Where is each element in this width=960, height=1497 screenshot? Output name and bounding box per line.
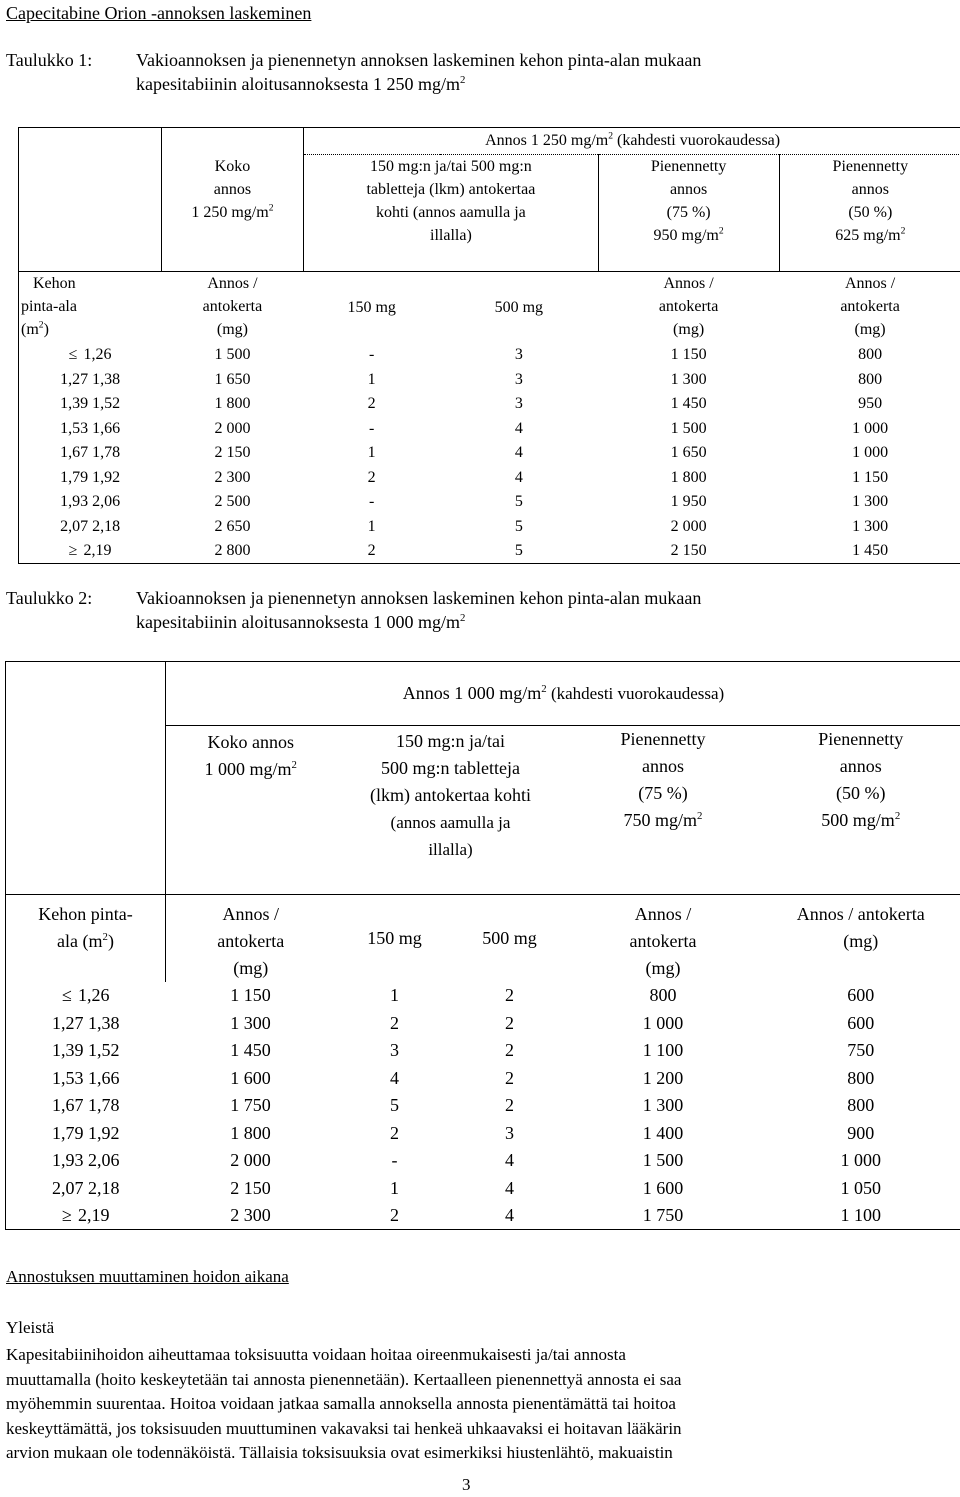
tablets-150-cell: 2	[367, 395, 376, 413]
bsa-cell: 1,79 1,92	[19, 465, 162, 490]
tablets-500-cell: 4	[505, 1177, 514, 1198]
page-title: Capecitabine Orion -annoksen laskeminen	[6, 3, 312, 23]
tablets-150-cell: -	[369, 419, 375, 437]
tablets-500-cell: 4	[514, 468, 523, 486]
dose-50-cell: 1 050	[761, 1175, 960, 1203]
dose-50-cell: 1 000	[779, 416, 960, 441]
comparison-symbol: ≥	[62, 1205, 72, 1225]
subheading: Yleistä	[6, 1318, 55, 1337]
table2-header-tablets: 150 mg:n ja/tai 500 mg:n tabletteja (lkm) antokertaa kohti (annos aamulla ja illalla)	[336, 726, 566, 895]
dose-75-cell: 1 000	[642, 1012, 684, 1033]
bsa-cell: 1,79 1,92	[6, 1120, 166, 1148]
tablets-150-cell: -	[369, 493, 375, 511]
bsa-cell: 1,93 2,06	[6, 1147, 166, 1175]
paragraph-line: myöhemmin suurentaa. Hoitoa voidaan jatkaa samalla annoksella annosta pienentämättä tai hoitoa	[6, 1394, 676, 1413]
tablets-500-cell: 2	[505, 1095, 514, 1116]
paragraph-line: arvion mukaan ole todennäköistä. Tällaisia toksisuuksia ovat esimerkiksi hiustenlähtö, makuaistin	[6, 1443, 673, 1462]
dose-50-cell: 600	[761, 982, 960, 1010]
table2-group-header: Annos 1 000 $mg/m^2$ (kahdesti vuorokaudessa)	[166, 662, 960, 726]
dose-cell: 1 500	[214, 346, 251, 364]
tablets-500-cell: 2	[505, 1067, 514, 1088]
table-row	[19, 392, 960, 417]
dose-75-cell: 800	[649, 985, 677, 1006]
dose-50-cell: 1 300	[779, 490, 960, 515]
paragraph-line: keskeyttämättä, jos toksisuuden muuttuminen vakavaksi tai henkeä uhkaavaksi ei hoitavan lääkärin	[6, 1418, 682, 1438]
dose-50-cell: 900	[761, 1120, 960, 1148]
dose-cell: 1 450	[230, 1040, 271, 1061]
dose-50-cell: 1 300	[779, 514, 960, 539]
table-row	[6, 1010, 960, 1038]
dose-table-2	[5, 661, 960, 1230]
dose-50-cell: 950	[779, 392, 960, 417]
table2-sub-bsa: Kehon pinta- ala $(m^2)$	[6, 895, 166, 983]
table1-caption-line1: Vakioannoksen ja pienennetyn annoksen laskeminen kehon pinta-alan mukaan	[136, 50, 702, 70]
table1-header-tablets: 150 mg:n ja/tai 500 mg:n tabletteja (lkm) antokertaa kohti (annos aamulla ja illalla)	[304, 155, 598, 248]
table2-sub-150: 150 mg	[336, 895, 454, 983]
table1-label: Taulukko 1:	[6, 50, 93, 70]
dose-cell: 2 650	[214, 517, 251, 535]
table-row	[19, 367, 960, 392]
tablets-150-cell: 2	[304, 539, 440, 564]
tablets-500-cell: 5	[440, 539, 598, 564]
table1-sub-150: 150 mg	[347, 298, 396, 316]
table1-sub-500: 500 mg	[494, 298, 544, 316]
dose-50-cell: 1 000	[761, 1147, 960, 1175]
dose-cell: 1 300	[230, 1012, 271, 1033]
dose-75-cell: 1 650	[670, 444, 707, 462]
table-row	[19, 490, 960, 515]
dose-50-cell: 600	[761, 1010, 960, 1038]
dose-cell: 2 500	[214, 493, 251, 511]
dose-cell: 1 800	[230, 1122, 271, 1143]
table2-header-reduced-75: Pienennetty annos (75 %) 750 $mg/m^2$	[566, 726, 761, 895]
table-row	[6, 982, 960, 1010]
table1-sub-dose-75: Annos / antokerta (mg)	[658, 275, 719, 338]
dose-75-cell: 1 750	[566, 1202, 761, 1230]
dose-50-cell: 1 100	[761, 1202, 960, 1230]
dose-cell: 2 800	[161, 539, 304, 564]
bsa-cell: 1,27 1,38	[19, 367, 162, 392]
dose-75-cell: 2 150	[598, 539, 779, 564]
tablets-500-cell: 5	[514, 517, 523, 535]
dose-50-cell: 1 150	[779, 465, 960, 490]
tablets-150-cell: 1	[367, 517, 376, 535]
comparison-symbol: ≤	[62, 985, 72, 1006]
tablets-500-cell: 4	[505, 1150, 514, 1171]
table1-header-full-dose: Koko annos 1 250 $mg/m^2$	[161, 155, 304, 248]
dose-cell: 1 650	[214, 370, 251, 388]
table1-header-reduced-50: Pienennetty annos (50 %) 625 $mg/m^2$	[779, 155, 960, 248]
tablets-500-cell: 3	[505, 1122, 514, 1143]
tablets-150-cell: 1	[367, 444, 376, 462]
table-row	[19, 343, 960, 368]
bsa-cell: 1,39 1,52	[6, 1037, 166, 1065]
dose-50-cell: 800	[761, 1065, 960, 1093]
bsa-cell: 2,07 2,18	[19, 514, 162, 539]
table-row	[6, 1147, 960, 1175]
dose-50-cell: 800	[779, 343, 960, 368]
table-row	[6, 1120, 960, 1148]
tablets-150-cell: 5	[390, 1095, 399, 1116]
bsa-cell: ≥ 2,19	[6, 1202, 166, 1230]
table-row	[19, 416, 960, 441]
dose-75-cell: 1 300	[670, 370, 707, 388]
dose-cell: 2 150	[214, 444, 251, 462]
tablets-500-cell: 2	[505, 1040, 514, 1061]
comparison-symbol: ≥	[68, 542, 78, 559]
table1-group-header: Annos 1 250 $mg/m^2$ (kahdesti vuorokaudessa)	[304, 128, 960, 155]
dose-75-cell: 1 200	[642, 1067, 684, 1088]
bsa-cell: ≤ 1,26	[6, 982, 166, 1010]
table-row	[19, 514, 960, 539]
table2-sub-dose-50: Annos / antokerta (mg)	[761, 895, 960, 983]
tablets-500-cell: 2	[505, 1012, 514, 1033]
comparison-symbol: ≤	[68, 346, 78, 364]
table-row	[6, 1037, 960, 1065]
bsa-cell: 2,07 2,18	[6, 1175, 166, 1203]
table2-sub-dose-75: Annos / antokerta (mg)	[566, 895, 761, 983]
tablets-150-cell: 2	[336, 1202, 454, 1230]
tablets-150-cell: 1	[390, 985, 399, 1006]
tablets-500-cell: 4	[514, 419, 523, 437]
paragraph-line: muuttamalla (hoito keskeytetään tai annosta pienennetään). Kertaalleen pienennettyä annosta ei saa	[6, 1369, 682, 1389]
dose-75-cell: 1 800	[670, 468, 707, 486]
paragraph-line: Kapesitabiinihoidon aiheuttamaa toksisuutta voidaan hoitaa oireenmukaisesti ja/tai annosta	[6, 1345, 626, 1364]
table-row	[6, 1175, 960, 1203]
table-row	[6, 1065, 960, 1093]
dose-75-cell: 2 000	[670, 517, 707, 535]
tablets-150-cell: -	[391, 1150, 398, 1171]
dose-cell: 1 150	[230, 985, 271, 1006]
table-row	[6, 1202, 960, 1230]
table-row	[19, 441, 960, 466]
tablets-500-cell: 2	[505, 985, 514, 1006]
tablets-500-cell: 3	[514, 346, 523, 364]
bsa-cell: 1,67 1,78	[6, 1092, 166, 1120]
dose-table-1	[18, 127, 960, 564]
bsa-cell: ≤ 1,26	[19, 343, 162, 368]
table2-sub-500: 500 mg	[454, 895, 566, 983]
tablets-500-cell: 5	[514, 493, 523, 511]
table2-caption-line2: kapesitabiinin aloitusannoksesta 1 000 $mg/m^2$	[136, 612, 466, 632]
bsa-cell: 1,93 2,06	[19, 490, 162, 515]
table1-caption-line2: kapesitabiinin aloitusannoksesta 1 250 $mg/m^2$	[136, 74, 466, 94]
dose-75-cell: 1 500	[642, 1150, 684, 1171]
dose-75-cell: 1 100	[642, 1040, 684, 1061]
dose-cell: 2 000	[230, 1150, 271, 1171]
tablets-150-cell: 1	[390, 1177, 399, 1198]
table2-sub-dose: Annos / antokerta (mg)	[166, 895, 336, 983]
table2-header-full-dose: Koko annos 1 000 $mg/m^2$	[166, 726, 336, 895]
dose-50-cell: 750	[761, 1037, 960, 1065]
dose-50-cell: 1 450	[779, 539, 960, 564]
bsa-cell: 1,53 1,66	[6, 1065, 166, 1093]
dose-75-cell: 1 400	[642, 1122, 684, 1143]
dose-75-cell: 1 600	[642, 1177, 684, 1198]
dose-cell: 2 300	[166, 1202, 336, 1230]
table-row	[19, 539, 960, 564]
tablets-150-cell: 3	[390, 1040, 399, 1061]
dose-cell: 1 600	[230, 1067, 271, 1088]
table1-header-reduced-75: Pienennetty annos (75 %) 950 $mg/m^2$	[598, 155, 779, 248]
dose-75-cell: 1 300	[642, 1095, 684, 1116]
table2-label: Taulukko 2:	[6, 588, 93, 608]
dose-75-cell: 1 950	[670, 493, 707, 511]
tablets-500-cell: 3	[514, 370, 523, 388]
dose-75-cell: 1 150	[670, 346, 707, 364]
dose-50-cell: 1 000	[779, 441, 960, 466]
table2-header-reduced-50: Pienennetty annos (50 %) 500 $mg/m^2$	[761, 726, 960, 895]
table-row	[6, 1092, 960, 1120]
dose-cell: 2 150	[230, 1177, 271, 1198]
section-heading: Annostuksen muuttaminen hoidon aikana	[6, 1267, 289, 1286]
dose-cell: 2 000	[214, 419, 251, 437]
dose-50-cell: 800	[761, 1092, 960, 1120]
bsa-cell: 1,39 1,52	[19, 392, 162, 417]
tablets-150-cell: 1	[367, 370, 376, 388]
table2-caption-line1: Vakioannoksen ja pienennetyn annoksen laskeminen kehon pinta-alan mukaan	[136, 588, 702, 608]
table1-sub-bsa: Kehon pinta-ala $(m^2)$	[19, 272, 162, 343]
tablets-500-cell: 3	[514, 395, 523, 413]
dose-cell: 2 300	[214, 468, 251, 486]
tablets-500-cell: 4	[454, 1202, 566, 1230]
bsa-cell: 1,67 1,78	[19, 441, 162, 466]
bsa-cell: ≥ 2,19	[19, 539, 162, 564]
tablets-500-cell: 4	[514, 444, 523, 462]
tablets-150-cell: 4	[390, 1067, 399, 1088]
tablets-150-cell: 2	[390, 1012, 399, 1033]
table1-sub-dose-50: Annos / antokerta (mg)	[779, 272, 960, 343]
table-row	[19, 465, 960, 490]
tablets-150-cell: -	[369, 346, 375, 364]
tablets-150-cell: 2	[367, 468, 376, 486]
page-number: 3	[462, 1475, 471, 1494]
dose-75-cell: 1 450	[670, 395, 707, 413]
tablets-150-cell: 2	[390, 1122, 399, 1143]
dose-cell: 1 750	[230, 1095, 271, 1116]
bsa-cell: 1,53 1,66	[19, 416, 162, 441]
dose-50-cell: 800	[779, 367, 960, 392]
body-paragraph	[6, 1343, 936, 1466]
dose-75-cell: 1 500	[670, 419, 707, 437]
bsa-cell: 1,27 1,38	[6, 1010, 166, 1038]
table1-sub-dose: Annos / antokerta (mg)	[202, 275, 263, 338]
dose-cell: 1 800	[214, 395, 251, 413]
